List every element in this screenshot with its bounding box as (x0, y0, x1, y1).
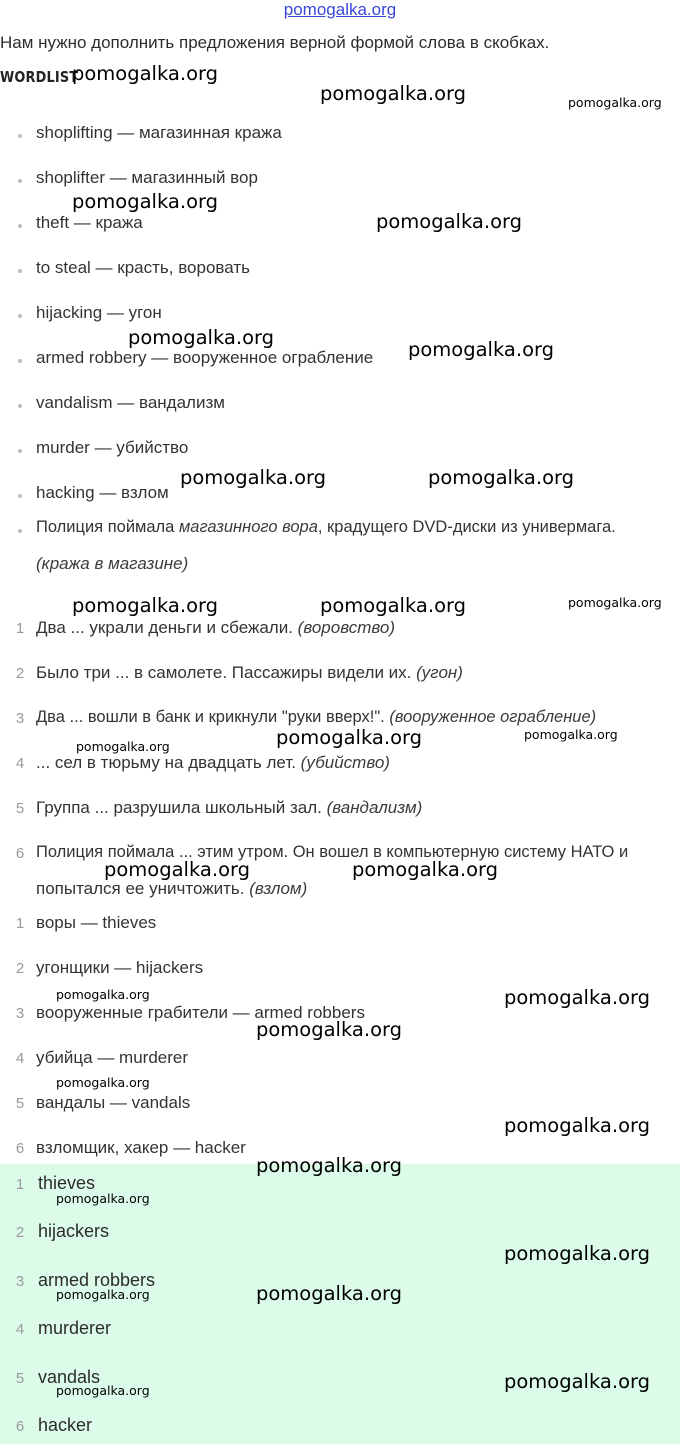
watermark: pomogalka.org (524, 727, 618, 742)
watermark: pomogalka.org (76, 739, 170, 754)
answer-number: 4 (15, 1321, 25, 1338)
answer-number: 5 (15, 1370, 25, 1387)
exercise-item: Полиция поймала ... этим утром. Он вошел в компьютерную систему НАТО и (36, 843, 629, 861)
bullet-icon (18, 179, 22, 183)
wordlist-item: armed robbery — вооруженное ограбление (36, 348, 374, 367)
answer-number: 2 (15, 1224, 25, 1241)
answer-item: vandals (38, 1367, 101, 1387)
watermark: pomogalka.org (504, 1242, 651, 1265)
exercise-number: 1 (15, 620, 25, 637)
watermark: pomogalka.org (568, 95, 662, 110)
watermark: pomogalka.org (56, 1383, 150, 1398)
bullet-icon (18, 134, 22, 138)
bullet-icon (18, 359, 22, 363)
translation-item: убийца — murderer (36, 1048, 189, 1067)
answer-item: thieves (38, 1173, 96, 1193)
wordlist-item: shoplifting — магазинная кража (36, 123, 282, 142)
exercise-number: 6 (15, 845, 25, 862)
exercise-item: ... сел в тюрьму на двадцать лет. (убийство) (36, 753, 390, 772)
wordlist-item: vandalism — вандализм (36, 393, 225, 412)
answer-item: murderer (38, 1318, 112, 1338)
bullet-icon (18, 449, 22, 453)
watermark: pomogalka.org (504, 1370, 651, 1393)
watermark: pomogalka.org (256, 1154, 403, 1177)
answer-item: armed robbers (38, 1270, 156, 1290)
translation-item: вооруженные грабители — armed robbers (36, 1003, 365, 1022)
watermark: pomogalka.org (128, 326, 275, 349)
exercise-item: Два ... вошли в банк и крикнули "руки вверх!". (вооруженное ограбление) (36, 708, 597, 726)
translation-item: угонщики — hijackers (36, 958, 204, 977)
exercise-item-continuation: попытался ее уничтожить. (взлом) (36, 879, 308, 898)
watermark: pomogalka.org (56, 1191, 150, 1206)
exercise-number: 4 (15, 755, 25, 772)
wordlist-item: shoplifter — магазинный вор (36, 168, 258, 187)
exercise-number: 2 (15, 665, 25, 682)
translation-number: 1 (15, 915, 25, 932)
answer-number: 3 (15, 1273, 25, 1290)
header-watermark-link[interactable]: pomogalka.org (283, 0, 397, 19)
example-hint: (кража в магазине) (36, 554, 189, 573)
exercise-number: 3 (15, 710, 25, 727)
watermark: pomogalka.org (568, 595, 662, 610)
answer-number: 6 (15, 1418, 25, 1435)
wordlist-item: theft — кража (36, 213, 143, 232)
exercise-number: 5 (15, 800, 25, 817)
bullet-icon (18, 404, 22, 408)
watermark: pomogalka.org (56, 987, 150, 1002)
translation-number: 2 (15, 960, 25, 977)
watermark: pomogalka.org (504, 986, 651, 1009)
watermark: pomogalka.org (428, 466, 575, 489)
watermark: pomogalka.org (180, 466, 327, 489)
watermark: pomogalka.org (320, 594, 467, 617)
watermark: pomogalka.org (408, 338, 555, 361)
bullet-icon (18, 314, 22, 318)
example-sentence: Полиция поймала магазинного вора, крадущего DVD-диски из универмага. (36, 518, 616, 536)
translation-number: 3 (15, 1005, 25, 1022)
watermark: pomogalka.org (72, 594, 219, 617)
translation-item: взломщик, хакер — hacker (36, 1138, 246, 1157)
wordlist-item: hijacking — угон (36, 303, 162, 322)
task-instruction: Нам нужно дополнить предложения верной формой слова в скобках. (0, 33, 550, 52)
wordlist-heading: WORDLIST (0, 68, 79, 86)
watermark: pomogalka.org (504, 1114, 651, 1137)
translation-number: 5 (15, 1095, 25, 1112)
watermark: pomogalka.org (56, 1075, 150, 1090)
translation-number: 4 (15, 1050, 25, 1067)
watermark: pomogalka.org (352, 858, 499, 881)
wordlist-item: hacking — взлом (36, 483, 169, 502)
bullet-icon (18, 224, 22, 228)
translation-number: 6 (15, 1140, 25, 1157)
watermark: pomogalka.org (56, 1287, 150, 1302)
answer-item: hacker (38, 1415, 93, 1435)
watermark: pomogalka.org (256, 1282, 403, 1305)
watermark: pomogalka.org (104, 858, 251, 881)
watermark: pomogalka.org (376, 210, 523, 233)
exercise-item: Было три ... в самолете. Пассажиры видели их. (угон) (36, 663, 463, 682)
example-highlight: магазинного вора (178, 518, 318, 536)
answer-item: hijackers (38, 1221, 110, 1241)
watermark: pomogalka.org (256, 1018, 403, 1041)
exercise-item: Группа ... разрушила школьный зал. (вандализм) (36, 798, 423, 817)
exercise-item: Два ... украли деньги и сбежали. (воровство) (36, 618, 395, 637)
watermark: pomogalka.org (72, 190, 219, 213)
translation-item: вандалы — vandals (36, 1093, 191, 1112)
watermark: pomogalka.org (276, 726, 423, 749)
translation-item: воры — thieves (36, 913, 157, 932)
answer-number: 1 (15, 1176, 25, 1193)
watermark: pomogalka.org (72, 62, 219, 85)
bullet-icon (18, 494, 22, 498)
wordlist-item: murder — убийство (36, 438, 189, 457)
bullet-icon (18, 269, 22, 273)
wordlist-item: to steal — красть, воровать (36, 258, 250, 277)
watermark: pomogalka.org (320, 82, 467, 105)
bullet-icon (18, 529, 22, 533)
